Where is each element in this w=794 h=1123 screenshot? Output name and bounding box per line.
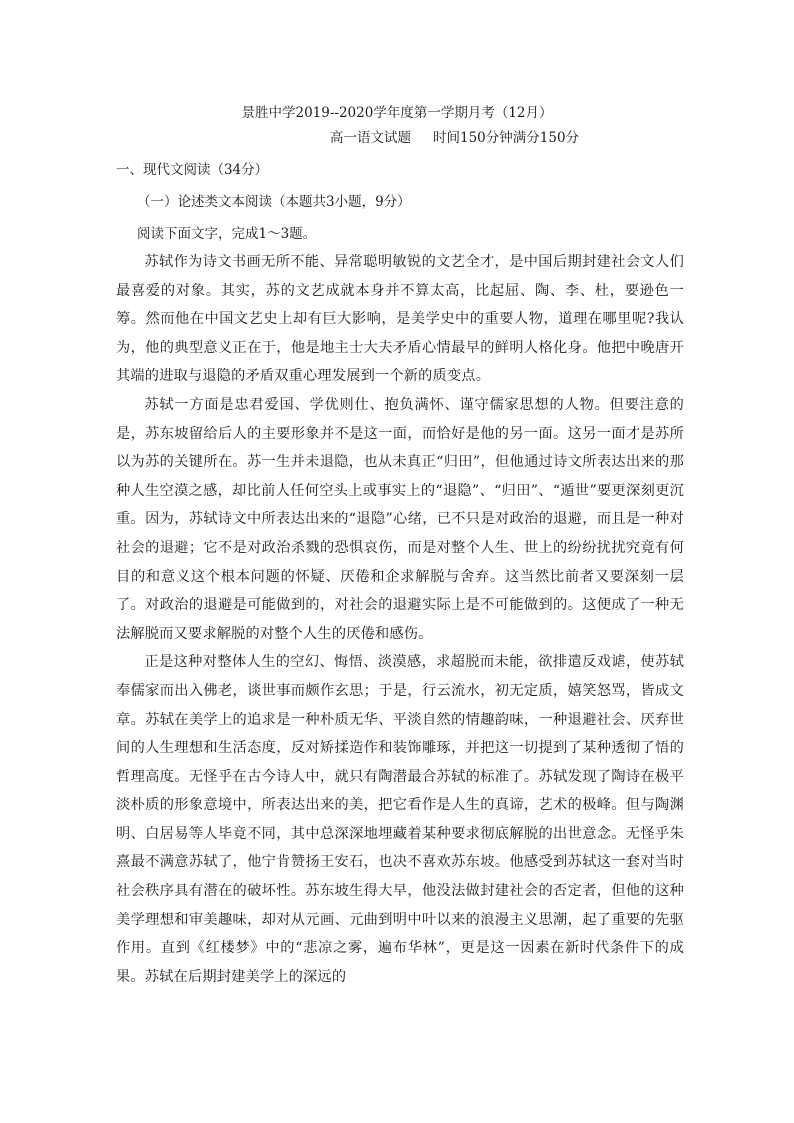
- passage-paragraph-3: 正是这种对整体人生的空幻、悔悟、淡漠感，求超脱而未能，欲排遣反戏谑，使苏轼奉儒家而出入佛老，谈世事而颇作玄思；于是，行云流水，初无定质，嬉笑怒骂，皆成文章。苏轼在美学上的追求是一种朴质无华、平淡自然的情趣韵味，一种退避社会、厌弃世间的人生理想和生活态度，反对矫揉造作和装饰雕琢，并把这一切提到了某种透彻了悟的哲理高度。无怪乎在古今诗人中，就只有陶潜最合苏轼的标准了。苏轼发现了陶诗在极平淡朴质的形象意境中，所表达出来的美，把它看作是人生的真谛，艺术的极峰。但与陶渊明、白居易等人毕竟不同，其中总深深地埋藏着某种要求彻底解脱的出世意念。无怪乎朱熹最不满意苏轼了，他宁肯赞扬王安石，也决不喜欢苏东坡。他感受到苏轼这一套对当时社会秩序具有潜在的破坏性。苏东坡生得大早，他没法做封建社会的否定者，但他的这种美学理想和审美趣味，却对从元画、元曲到明中叶以来的浪漫主义思潮，起了重要的先驱作用。直到《红楼梦》中的“悲凉之雾，遍布华林”，更是这一因素在新时代条件下的成果。苏轼在后期封建美学上的深远的: [116, 654, 684, 985]
- reading-passage: [116, 248, 684, 991]
- passage-paragraph-2: 苏轼一方面是忠君爱国、学优则仕、抱负满怀、谨守儒家思想的人物。但要注意的是，苏东坡留给后人的主要形象并不是这一面，而恰好是他的另一面。这另一面才是苏所以为苏的关键所在。苏一生并未退隐，也从未真正“归田”，但他通过诗文所表达出来的那种人生空漠之感，却比前人任何空头上或事实上的“退隐”、“归田”、“遁世”要更深刻更沉重。因为，苏轼诗文中所表达出来的“退隐”心绪，已不只是对政治的退避，而且是一种对社会的退避；它不是对政治杀戮的恐惧哀伤，而是对整个人生、世上的纷纷扰扰究竟有何目的和意义这个根本问题的怀疑、厌倦和企求解脱与舍弃。这当然比前者又要深刻一层了。对政治的退避是可能做到的，对社会的退避实际上是不可能做到的。这便成了一种无法解脱而又要求解脱的对整个人生的厌倦和感伤。: [116, 396, 684, 642]
- subject-label: 高一语文试题: [330, 130, 411, 146]
- section-heading: 一、现代文阅读（34分）: [116, 162, 269, 178]
- exam-subtitle: [330, 128, 579, 148]
- section-subheading: （一）论述类文本阅读（本题共3小题，9分）: [137, 194, 411, 210]
- time-info: 时间150分钟满分150分: [433, 130, 580, 146]
- passage-paragraph-1: 苏轼作为诗文书画无所不能、异常聪明敏锐的文艺全才，是中国后期封建社会文人们最喜爱的对象。其实，苏的文艺成就本身并不算太高，比起屈、陶、李、杜，要逊色一筹。然而他在中国文艺史上却有巨大影响，是美学史中的重要人物，道理在哪里呢?我认为，他的典型意义正在于，他是地主士大夫矛盾心情最早的鲜明人格化身。他把中晚唐开其端的进取与退隐的矛盾双重心理发展到一个新的质变点。: [116, 254, 684, 385]
- reading-instruction: 阅读下面文字，完成1～3题。: [137, 226, 317, 242]
- exam-title: 景胜中学2019--2020学年度第一学期月考（12月）: [241, 105, 553, 121]
